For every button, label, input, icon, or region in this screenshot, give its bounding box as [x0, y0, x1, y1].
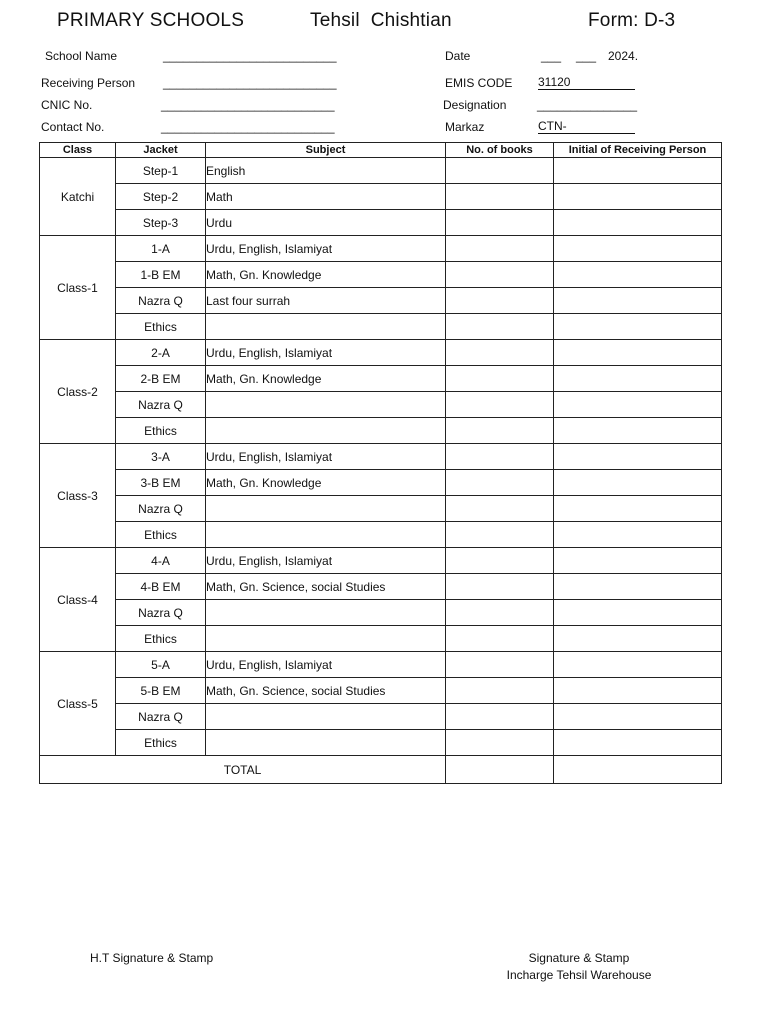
cnic-field[interactable]: __________________________ [161, 98, 335, 112]
initial-cell[interactable] [554, 262, 722, 288]
designation-label: Designation [443, 98, 507, 112]
class-cell: Class-3 [40, 444, 116, 548]
jacket-cell: Ethics [116, 418, 206, 444]
initial-cell[interactable] [554, 574, 722, 600]
initial-cell[interactable] [554, 314, 722, 340]
jacket-cell: 5-B EM [116, 678, 206, 704]
jacket-cell: Nazra Q [116, 600, 206, 626]
date-year: 2024. [608, 49, 639, 63]
receiving-person-label: Receiving Person [41, 76, 136, 90]
books-count-cell[interactable] [446, 730, 554, 756]
table-row [40, 418, 722, 444]
subject-cell [206, 626, 446, 652]
school-name-label: School Name [45, 49, 118, 63]
table-row [40, 236, 722, 262]
title-primary-schools: PRIMARY SCHOOLS [57, 10, 245, 31]
jacket-cell: 1-B EM [116, 262, 206, 288]
table-row [40, 626, 722, 652]
subject-cell: English [206, 158, 446, 184]
books-count-cell[interactable] [446, 314, 554, 340]
table-row [40, 366, 722, 392]
table-row [40, 522, 722, 548]
warehouse-signature-line2: Incharge Tehsil Warehouse [506, 968, 652, 982]
date-month-field[interactable]: ___ [576, 49, 597, 63]
books-count-cell[interactable] [446, 574, 554, 600]
books-count-cell[interactable] [446, 652, 554, 678]
jacket-cell: 2-B EM [116, 366, 206, 392]
subject-cell: Urdu, English, Islamiyat [206, 652, 446, 678]
table-row [40, 496, 722, 522]
initial-cell[interactable] [554, 444, 722, 470]
jacket-cell: Step-2 [116, 184, 206, 210]
jacket-cell: Nazra Q [116, 496, 206, 522]
initial-cell[interactable] [554, 496, 722, 522]
header-class: Class [40, 143, 116, 158]
jacket-cell: Nazra Q [116, 704, 206, 730]
table-row [40, 210, 722, 236]
table-row [40, 548, 722, 574]
total-initial-cell[interactable] [554, 756, 722, 784]
subject-cell: Math, Gn. Science, social Studies [206, 574, 446, 600]
warehouse-signature-line1: Signature & Stamp [528, 951, 630, 965]
initial-cell[interactable] [554, 288, 722, 314]
date-label: Date [445, 49, 471, 63]
subject-cell [206, 392, 446, 418]
table-row [40, 262, 722, 288]
table-header-row [40, 143, 722, 158]
subject-cell: Urdu, English, Islamiyat [206, 236, 446, 262]
school-name-field[interactable]: __________________________ [163, 49, 337, 63]
jacket-cell: 4-B EM [116, 574, 206, 600]
class-cell: Class-2 [40, 340, 116, 444]
initial-cell[interactable] [554, 522, 722, 548]
jacket-cell: Ethics [116, 626, 206, 652]
initial-cell[interactable] [554, 210, 722, 236]
subject-cell: Math [206, 184, 446, 210]
title-form-number: Form: D-3 [588, 10, 676, 31]
subject-cell [206, 496, 446, 522]
header-no-of-books: No. of books [446, 143, 554, 158]
emis-code-label: EMIS CODE [445, 76, 513, 90]
table-row [40, 574, 722, 600]
table-row [40, 600, 722, 626]
title-tehsil: Tehsil Chishtian [310, 10, 452, 31]
subject-cell [206, 730, 446, 756]
emis-code-field[interactable]: 31120 [538, 76, 635, 90]
books-count-cell[interactable] [446, 600, 554, 626]
subject-cell [206, 522, 446, 548]
contact-field[interactable]: __________________________ [161, 120, 335, 134]
jacket-cell: Step-1 [116, 158, 206, 184]
contact-label: Contact No. [41, 120, 105, 134]
table-row [40, 340, 722, 366]
books-count-cell[interactable] [446, 548, 554, 574]
table-row [40, 184, 722, 210]
books-count-cell[interactable] [446, 366, 554, 392]
subject-cell: Urdu, English, Islamiyat [206, 548, 446, 574]
books-count-cell[interactable] [446, 444, 554, 470]
ht-signature-stamp: H.T Signature & Stamp [90, 951, 214, 965]
books-count-cell[interactable] [446, 704, 554, 730]
class-cell: Class-5 [40, 652, 116, 756]
subject-cell [206, 600, 446, 626]
class-cell: Class-1 [40, 236, 116, 340]
subject-cell: Last four surrah [206, 288, 446, 314]
initial-cell[interactable] [554, 236, 722, 262]
header-initial-receiving-person: Initial of Receiving Person [554, 143, 722, 158]
cnic-label: CNIC No. [41, 98, 93, 112]
table-row [40, 652, 722, 678]
table-row [40, 444, 722, 470]
receiving-person-field[interactable]: __________________________ [163, 76, 337, 90]
subject-cell [206, 314, 446, 340]
books-count-cell[interactable] [446, 262, 554, 288]
jacket-cell: 5-A [116, 652, 206, 678]
table-row [40, 314, 722, 340]
subject-cell: Math, Gn. Knowledge [206, 470, 446, 496]
initial-cell[interactable] [554, 626, 722, 652]
subject-cell: Math, Gn. Science, social Studies [206, 678, 446, 704]
warehouse-signature-block [478, 950, 680, 984]
jacket-cell: 4-A [116, 548, 206, 574]
initial-cell[interactable] [554, 418, 722, 444]
table-row [40, 704, 722, 730]
subject-cell: Urdu, English, Islamiyat [206, 444, 446, 470]
initial-cell[interactable] [554, 678, 722, 704]
books-count-cell[interactable] [446, 522, 554, 548]
jacket-cell: Ethics [116, 314, 206, 340]
subject-cell: Math, Gn. Knowledge [206, 366, 446, 392]
books-distribution-table [39, 142, 722, 784]
books-count-cell[interactable] [446, 496, 554, 522]
total-label: TOTAL [40, 756, 446, 784]
jacket-cell: Nazra Q [116, 288, 206, 314]
subject-cell [206, 418, 446, 444]
jacket-cell: 2-A [116, 340, 206, 366]
markaz-label: Markaz [445, 120, 485, 134]
jacket-cell: Nazra Q [116, 392, 206, 418]
initial-cell[interactable] [554, 548, 722, 574]
jacket-cell: 1-A [116, 236, 206, 262]
jacket-cell: Ethics [116, 522, 206, 548]
books-count-cell[interactable] [446, 678, 554, 704]
initial-cell[interactable] [554, 600, 722, 626]
header-subject: Subject [206, 143, 446, 158]
subject-cell: Urdu, English, Islamiyat [206, 340, 446, 366]
initial-cell[interactable] [554, 730, 722, 756]
date-day-field[interactable]: ___ [541, 49, 562, 63]
books-count-cell[interactable] [446, 392, 554, 418]
total-row [40, 756, 722, 784]
books-count-cell[interactable] [446, 470, 554, 496]
jacket-cell: Step-3 [116, 210, 206, 236]
books-count-cell[interactable] [446, 236, 554, 262]
header-jacket: Jacket [116, 143, 206, 158]
table-row [40, 470, 722, 496]
jacket-cell: Ethics [116, 730, 206, 756]
books-count-cell[interactable] [446, 288, 554, 314]
table-row [40, 678, 722, 704]
class-cell: Class-4 [40, 548, 116, 652]
initial-cell[interactable] [554, 340, 722, 366]
markaz-field[interactable]: CTN- [538, 120, 635, 134]
books-count-cell[interactable] [446, 418, 554, 444]
books-count-cell[interactable] [446, 158, 554, 184]
class-cell: Katchi [40, 158, 116, 236]
books-count-cell[interactable] [446, 626, 554, 652]
subject-cell: Math, Gn. Knowledge [206, 262, 446, 288]
initial-cell[interactable] [554, 392, 722, 418]
subject-cell [206, 704, 446, 730]
initial-cell[interactable] [554, 366, 722, 392]
initial-cell[interactable] [554, 184, 722, 210]
table-row [40, 158, 722, 184]
jacket-cell: 3-A [116, 444, 206, 470]
subject-cell: Urdu [206, 210, 446, 236]
table-row [40, 730, 722, 756]
total-books-cell[interactable] [446, 756, 554, 784]
initial-cell[interactable] [554, 158, 722, 184]
jacket-cell: 3-B EM [116, 470, 206, 496]
books-count-cell[interactable] [446, 210, 554, 236]
table-row [40, 288, 722, 314]
books-count-cell[interactable] [446, 184, 554, 210]
initial-cell[interactable] [554, 652, 722, 678]
initial-cell[interactable] [554, 470, 722, 496]
table-row [40, 392, 722, 418]
books-count-cell[interactable] [446, 340, 554, 366]
initial-cell[interactable] [554, 704, 722, 730]
designation-field[interactable]: _______________ [537, 98, 638, 112]
